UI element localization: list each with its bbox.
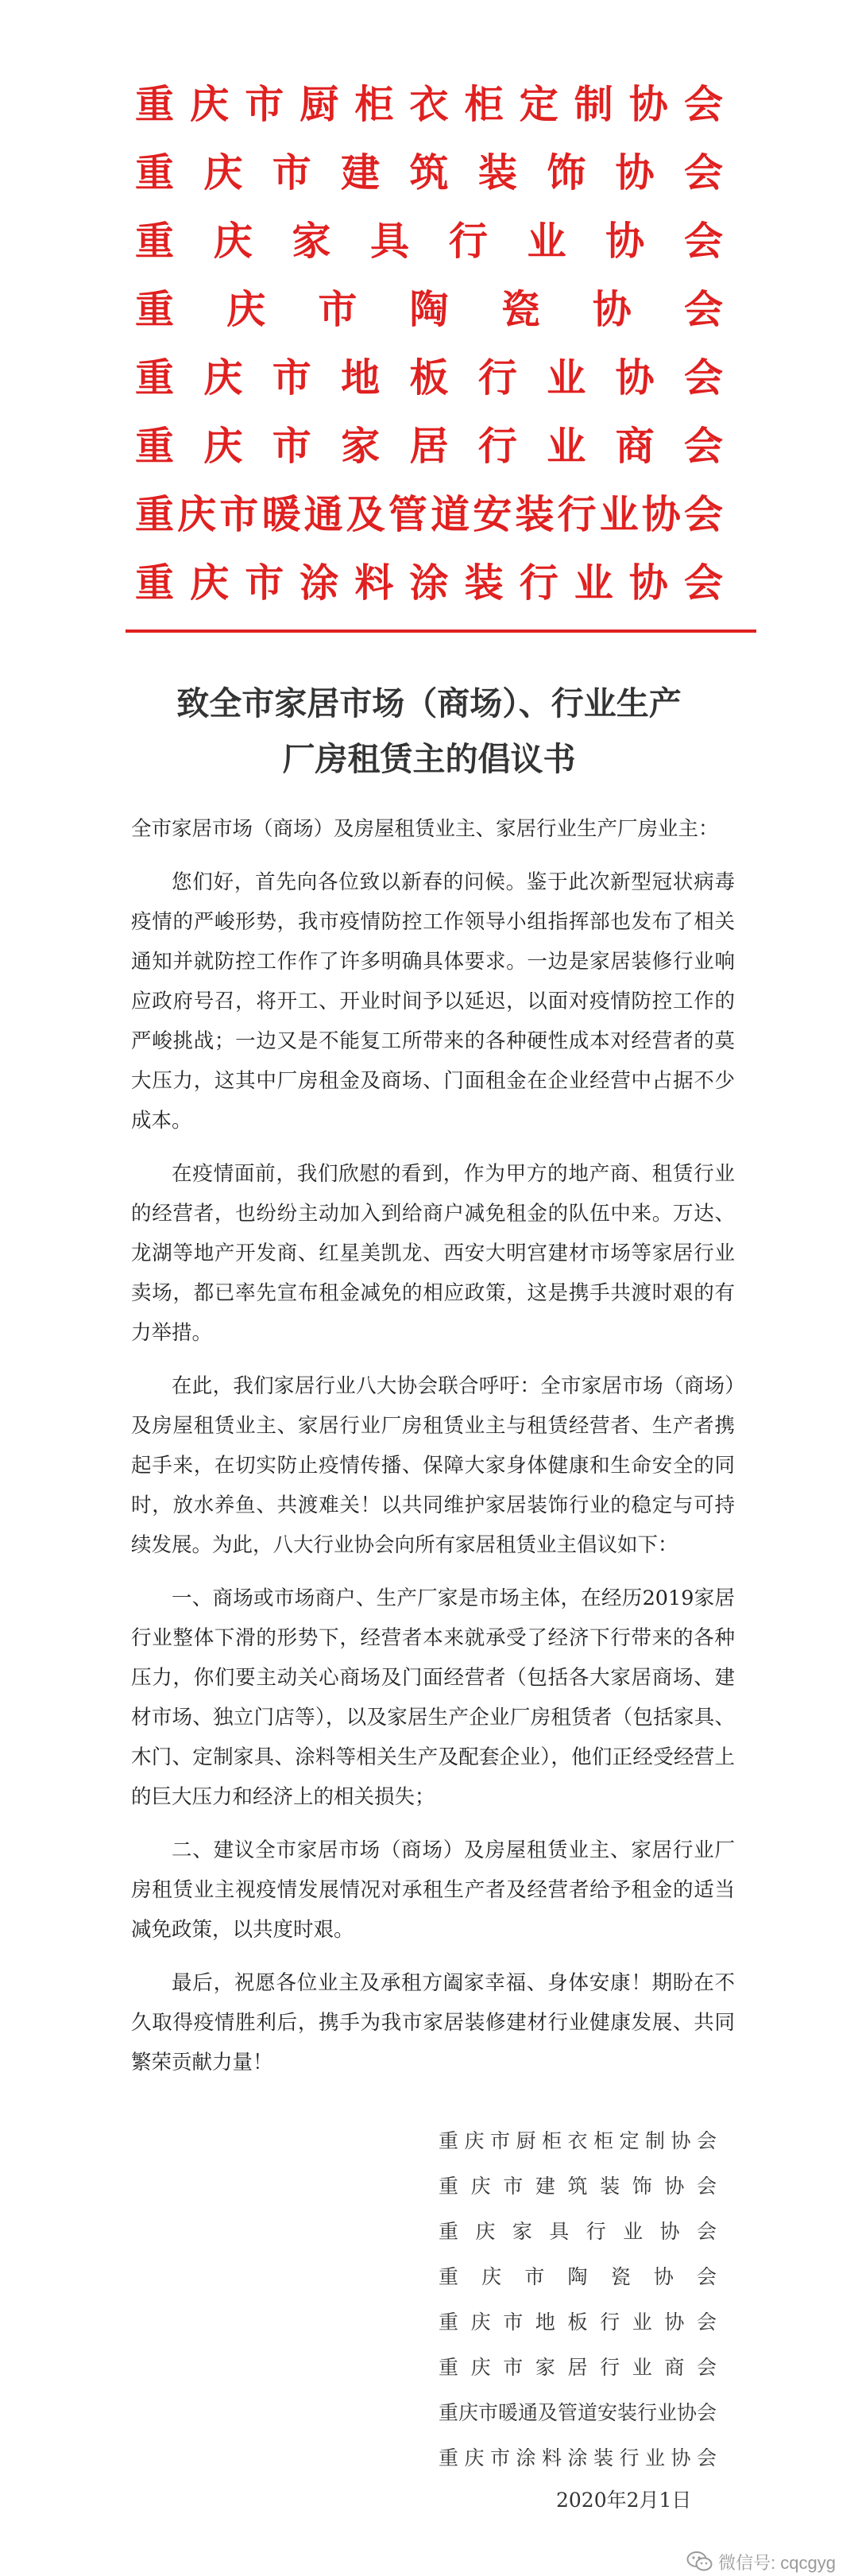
signature-org-5: 重庆市地板行业协会 xyxy=(439,2311,717,2334)
signature-org-8: 重庆市涂料涂装行业协会 xyxy=(439,2446,717,2469)
salutation: 全市家居市场（商场）及房屋租赁业主、家居行业生产厂房业主： xyxy=(131,817,719,841)
signature-org-list xyxy=(439,2118,717,2481)
body-paragraph-4: 一、商场或市场商户、生产厂家是市场主体，在经历2019家居行业整体下滑的形势下，经营者本来就承受了经济下行带来的各种压力，你们要主动关心商场及门面经营者（包括各大家居商场、建材市场、独立门店等），以及家居生产企业厂房租赁者（包括家具、木门、定制家具、涂料等相关生产及配套企业），他们正经受经营上的巨大压力和经济上的相关损失； xyxy=(131,1586,735,1809)
header-org-8: 重庆市涂料涂装行业协会 xyxy=(135,560,723,606)
red-divider xyxy=(126,629,756,633)
header-org-4: 重庆市陶瓷协会 xyxy=(135,286,723,332)
header-org-2: 重庆市建筑装饰协会 xyxy=(135,149,723,196)
body-paragraph-1: 您们好，首先向各位致以新春的问候。鉴于此次新型冠状病毒疫情的严峻形势，我市疫情防控工作领导小组指挥部也发布了相关通知并就防控工作作了许多明确具体要求。一边是家居装修行业响应政府号召，将开工、开业时间予以延迟，以面对疫情防控工作的严峻挑战；一边又是不能复工所带来的各种硬性成本对经营者的莫大压力，这其中厂房租金及商场、门面租金在企业经营中占据不少成本。 xyxy=(131,870,735,1133)
header-org-5: 重庆市地板行业协会 xyxy=(135,354,723,401)
watermark-text: 微信号: cqcgyg xyxy=(718,2552,836,2573)
header-org-7: 重庆市暖通及管道安装行业协会 xyxy=(135,491,723,537)
header-org-list xyxy=(135,70,723,617)
body-paragraph-2: 在疫情面前，我们欣慰的看到，作为甲方的地产商、租赁行业的经营者，也纷纷主动加入到给商户减免租金的队伍中来。万达、龙湖等地产开发商、红星美凯龙、西安大明宫建材市场等家居行业卖场，都已率先宣布租金减免的相应政策，这是携手共渡时艰的有力举措。 xyxy=(131,1162,735,1345)
document-title-line-2: 厂房租赁主的倡议书 xyxy=(282,740,576,778)
document-body xyxy=(131,809,735,2096)
signature-org-2: 重庆市建筑装饰协会 xyxy=(439,2175,717,2198)
signature-date: 2020年2月1日 xyxy=(556,2489,692,2512)
header-org-3: 重庆家具行业协会 xyxy=(135,218,723,264)
signature-org-3: 重庆家具行业协会 xyxy=(439,2220,717,2243)
header-org-1: 重庆市厨柜衣柜定制协会 xyxy=(135,81,723,127)
wechat-icon xyxy=(686,2551,713,2573)
signature-org-7: 重庆市暖通及管道安装行业协会 xyxy=(439,2401,717,2424)
signature-org-1: 重庆市厨柜衣柜定制协会 xyxy=(439,2129,717,2152)
wechat-watermark xyxy=(686,2550,836,2574)
signature-org-4: 重庆市陶瓷协会 xyxy=(439,2265,717,2288)
body-paragraph-3: 在此，我们家居行业八大协会联合呼吁：全市家居市场（商场）及房屋租赁业主、家居行业厂房租赁业主与租赁经营者、生产者携起手来，在切实防止疫情传播、保障大家身体健康和生命安全的同时，放水养鱼、共渡难关！以共同维护家居装饰行业的稳定与可持续发展。为此，八大行业协会向所有家居租赁业主倡议如下： xyxy=(131,1374,735,1557)
document-title-line-1: 致全市家居市场（商场）、行业生产 xyxy=(176,684,682,722)
body-paragraph-6: 最后，祝愿各位业主及承租方阖家幸福、身体安康！期盼在不久取得疫情胜利后，携手为我市家居装修建材行业健康发展、共同繁荣贡献力量！ xyxy=(131,1971,735,2074)
header-org-6: 重庆市家居行业商会 xyxy=(135,423,723,469)
body-paragraph-5: 二、建议全市家居市场（商场）及房屋租赁业主、家居行业厂房租赁业主视疫情发展情况对承租生产者及经营者给予租金的适当减免政策，以共度时艰。 xyxy=(131,1838,735,1942)
signature-org-6: 重庆市家居行业商会 xyxy=(439,2356,717,2379)
